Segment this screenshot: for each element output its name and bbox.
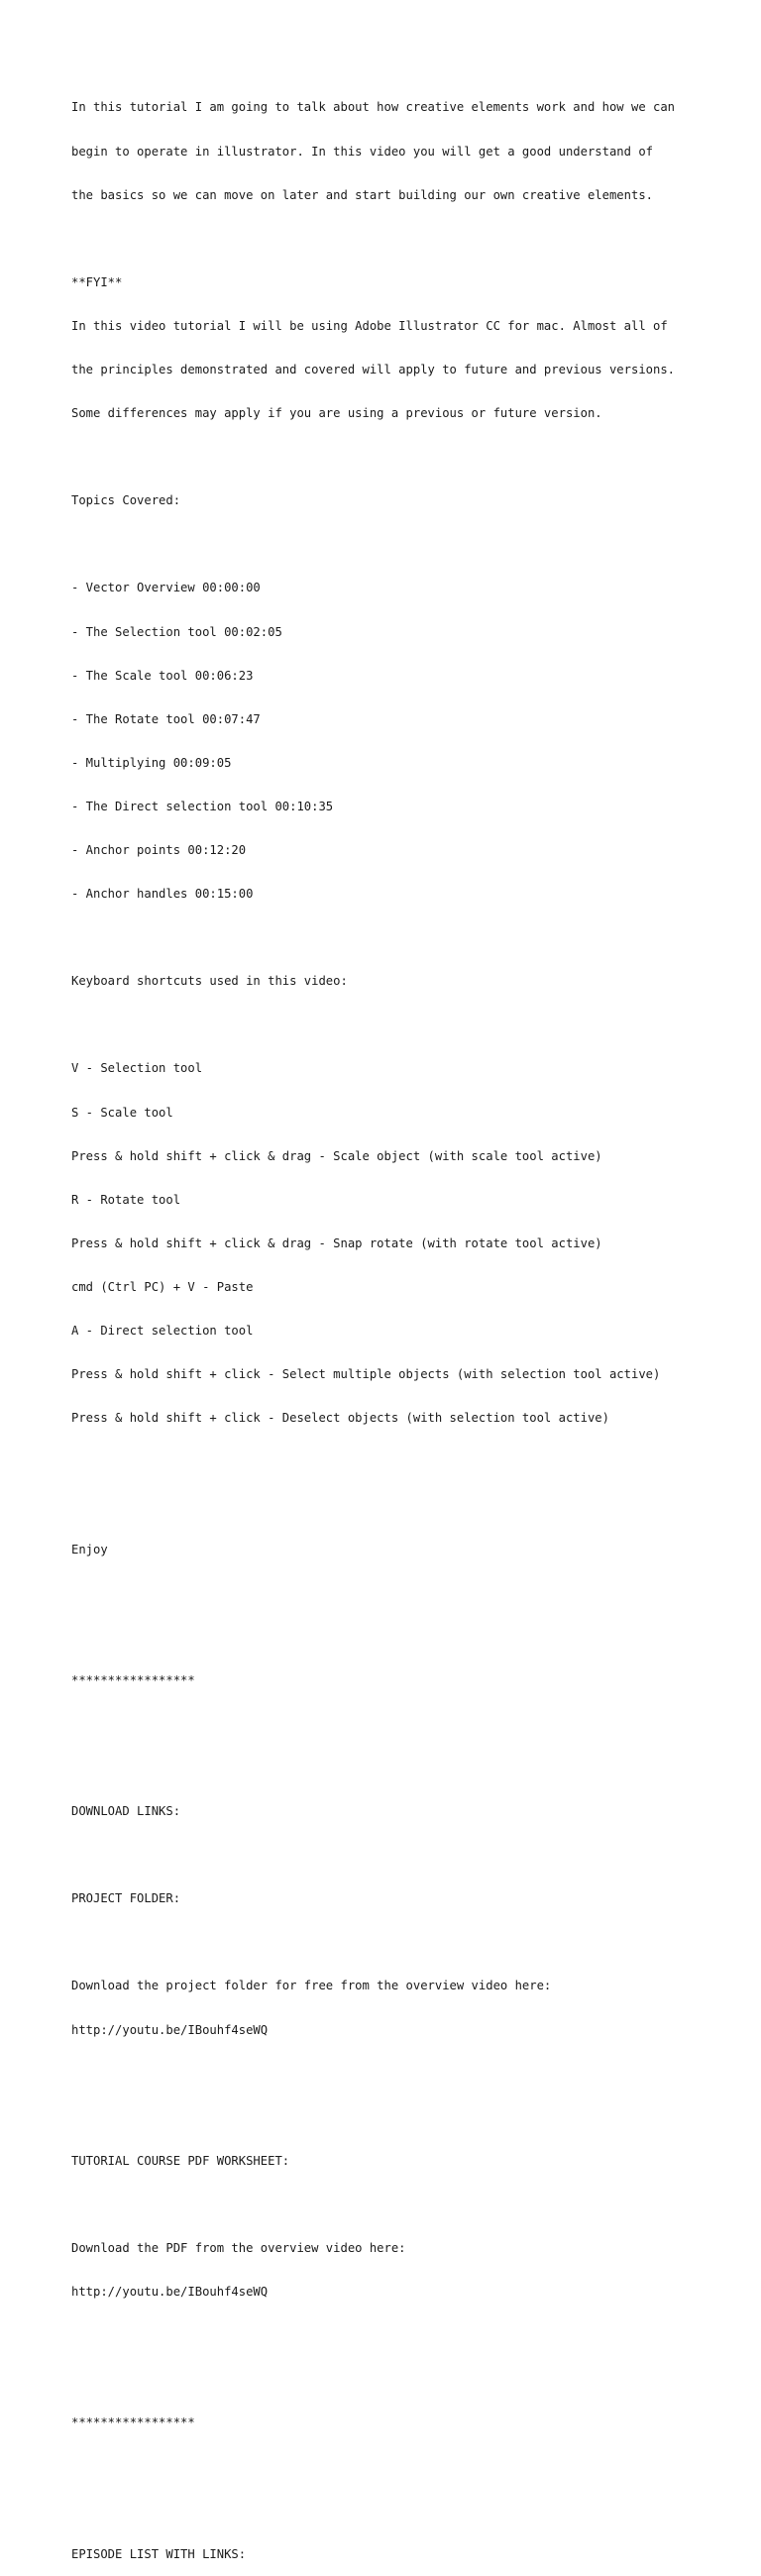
project-heading: PROJECT FOLDER: (71, 1891, 181, 1906)
intro-line: In this tutorial I am going to talk about how creative elements work and how we can (71, 100, 676, 115)
shortcut-item: Press & hold shift + click & drag - Snap rotate (with rotate tool active) (71, 1235, 602, 1250)
topic-item: - Anchor points 00:12:20 (71, 843, 247, 857)
topic-item: - The Direct selection tool 00:10:35 (71, 799, 334, 813)
project-link[interactable]: http://youtu.be/IBouhf4seWQ (71, 2022, 269, 2037)
topic-item: - Anchor handles 00:15:00 (71, 887, 254, 902)
blank-line (71, 1848, 725, 1863)
worksheet-text: Download the PDF from the overview video here: (71, 2241, 406, 2255)
shortcut-item: Press & hold shift + click & drag - Scale object (with scale tool active) (71, 1148, 602, 1163)
blank-line (71, 450, 725, 465)
separator: ***************** (71, 2415, 195, 2430)
blank-line (71, 1717, 725, 1732)
blank-line (71, 1630, 725, 1645)
worksheet-heading: TUTORIAL COURSE PDF WORKSHEET: (71, 2153, 290, 2168)
enjoy-text: Enjoy (71, 1542, 108, 1556)
blank-line (71, 1018, 725, 1032)
topic-item: - Vector Overview 00:00:00 (71, 581, 261, 595)
document-body (71, 71, 725, 2576)
blank-line (71, 2328, 725, 2343)
shortcut-item: A - Direct selection tool (71, 1324, 254, 1339)
intro-line: begin to operate in illustrator. In this video you will get a good understand of (71, 144, 653, 159)
episode-heading: EPISODE LIST WITH LINKS: (71, 2546, 247, 2561)
worksheet-link[interactable]: http://youtu.be/IBouhf4seWQ (71, 2285, 269, 2300)
intro-line: the basics so we can move on later and start building our own creative elements. (71, 187, 653, 202)
shortcut-item: Press & hold shift + click - Select multiple objects (with selection tool active) (71, 1367, 661, 1382)
shortcut-item: Press & hold shift + click - Deselect objects (with selection tool active) (71, 1411, 609, 1426)
blank-line (71, 1498, 725, 1513)
blank-line (71, 2372, 725, 2387)
shortcut-item: cmd (Ctrl PC) + V - Paste (71, 1279, 254, 1294)
shortcut-item: R - Rotate tool (71, 1192, 181, 1207)
separator: ***************** (71, 1672, 195, 1687)
project-text: Download the project folder for free from the overview video here: (71, 1979, 552, 1993)
blank-line (71, 2504, 725, 2519)
blank-line (71, 2110, 725, 2125)
shortcuts-heading: Keyboard shortcuts used in this video: (71, 974, 348, 989)
topic-item: - The Scale tool 00:06:23 (71, 668, 254, 683)
blank-line (71, 2459, 725, 2474)
shortcut-item: S - Scale tool (71, 1105, 173, 1120)
topics-heading: Topics Covered: (71, 493, 181, 508)
topic-item: - Multiplying 00:09:05 (71, 755, 232, 770)
download-heading: DOWNLOAD LINKS: (71, 1804, 181, 1819)
topic-item: - The Rotate tool 00:07:47 (71, 711, 261, 726)
blank-line (71, 2198, 725, 2212)
blank-line (71, 930, 725, 945)
fyi-line: In this video tutorial I will be using Adobe Illustrator CC for mac. Almost all of (71, 318, 668, 333)
blank-line (71, 2067, 725, 2082)
fyi-line: the principles demonstrated and covered will apply to future and previous versions. (71, 362, 676, 376)
blank-line (71, 537, 725, 552)
fyi-line: Some differences may apply if you are using a previous or future version. (71, 406, 602, 421)
fyi-heading: **FYI** (71, 274, 123, 289)
blank-line (71, 1761, 725, 1775)
blank-line (71, 1454, 725, 1469)
blank-line (71, 1586, 725, 1601)
blank-line (71, 1935, 725, 1950)
topic-item: - The Selection tool 00:02:05 (71, 624, 282, 639)
shortcut-item: V - Selection tool (71, 1061, 203, 1076)
blank-line (71, 232, 725, 247)
